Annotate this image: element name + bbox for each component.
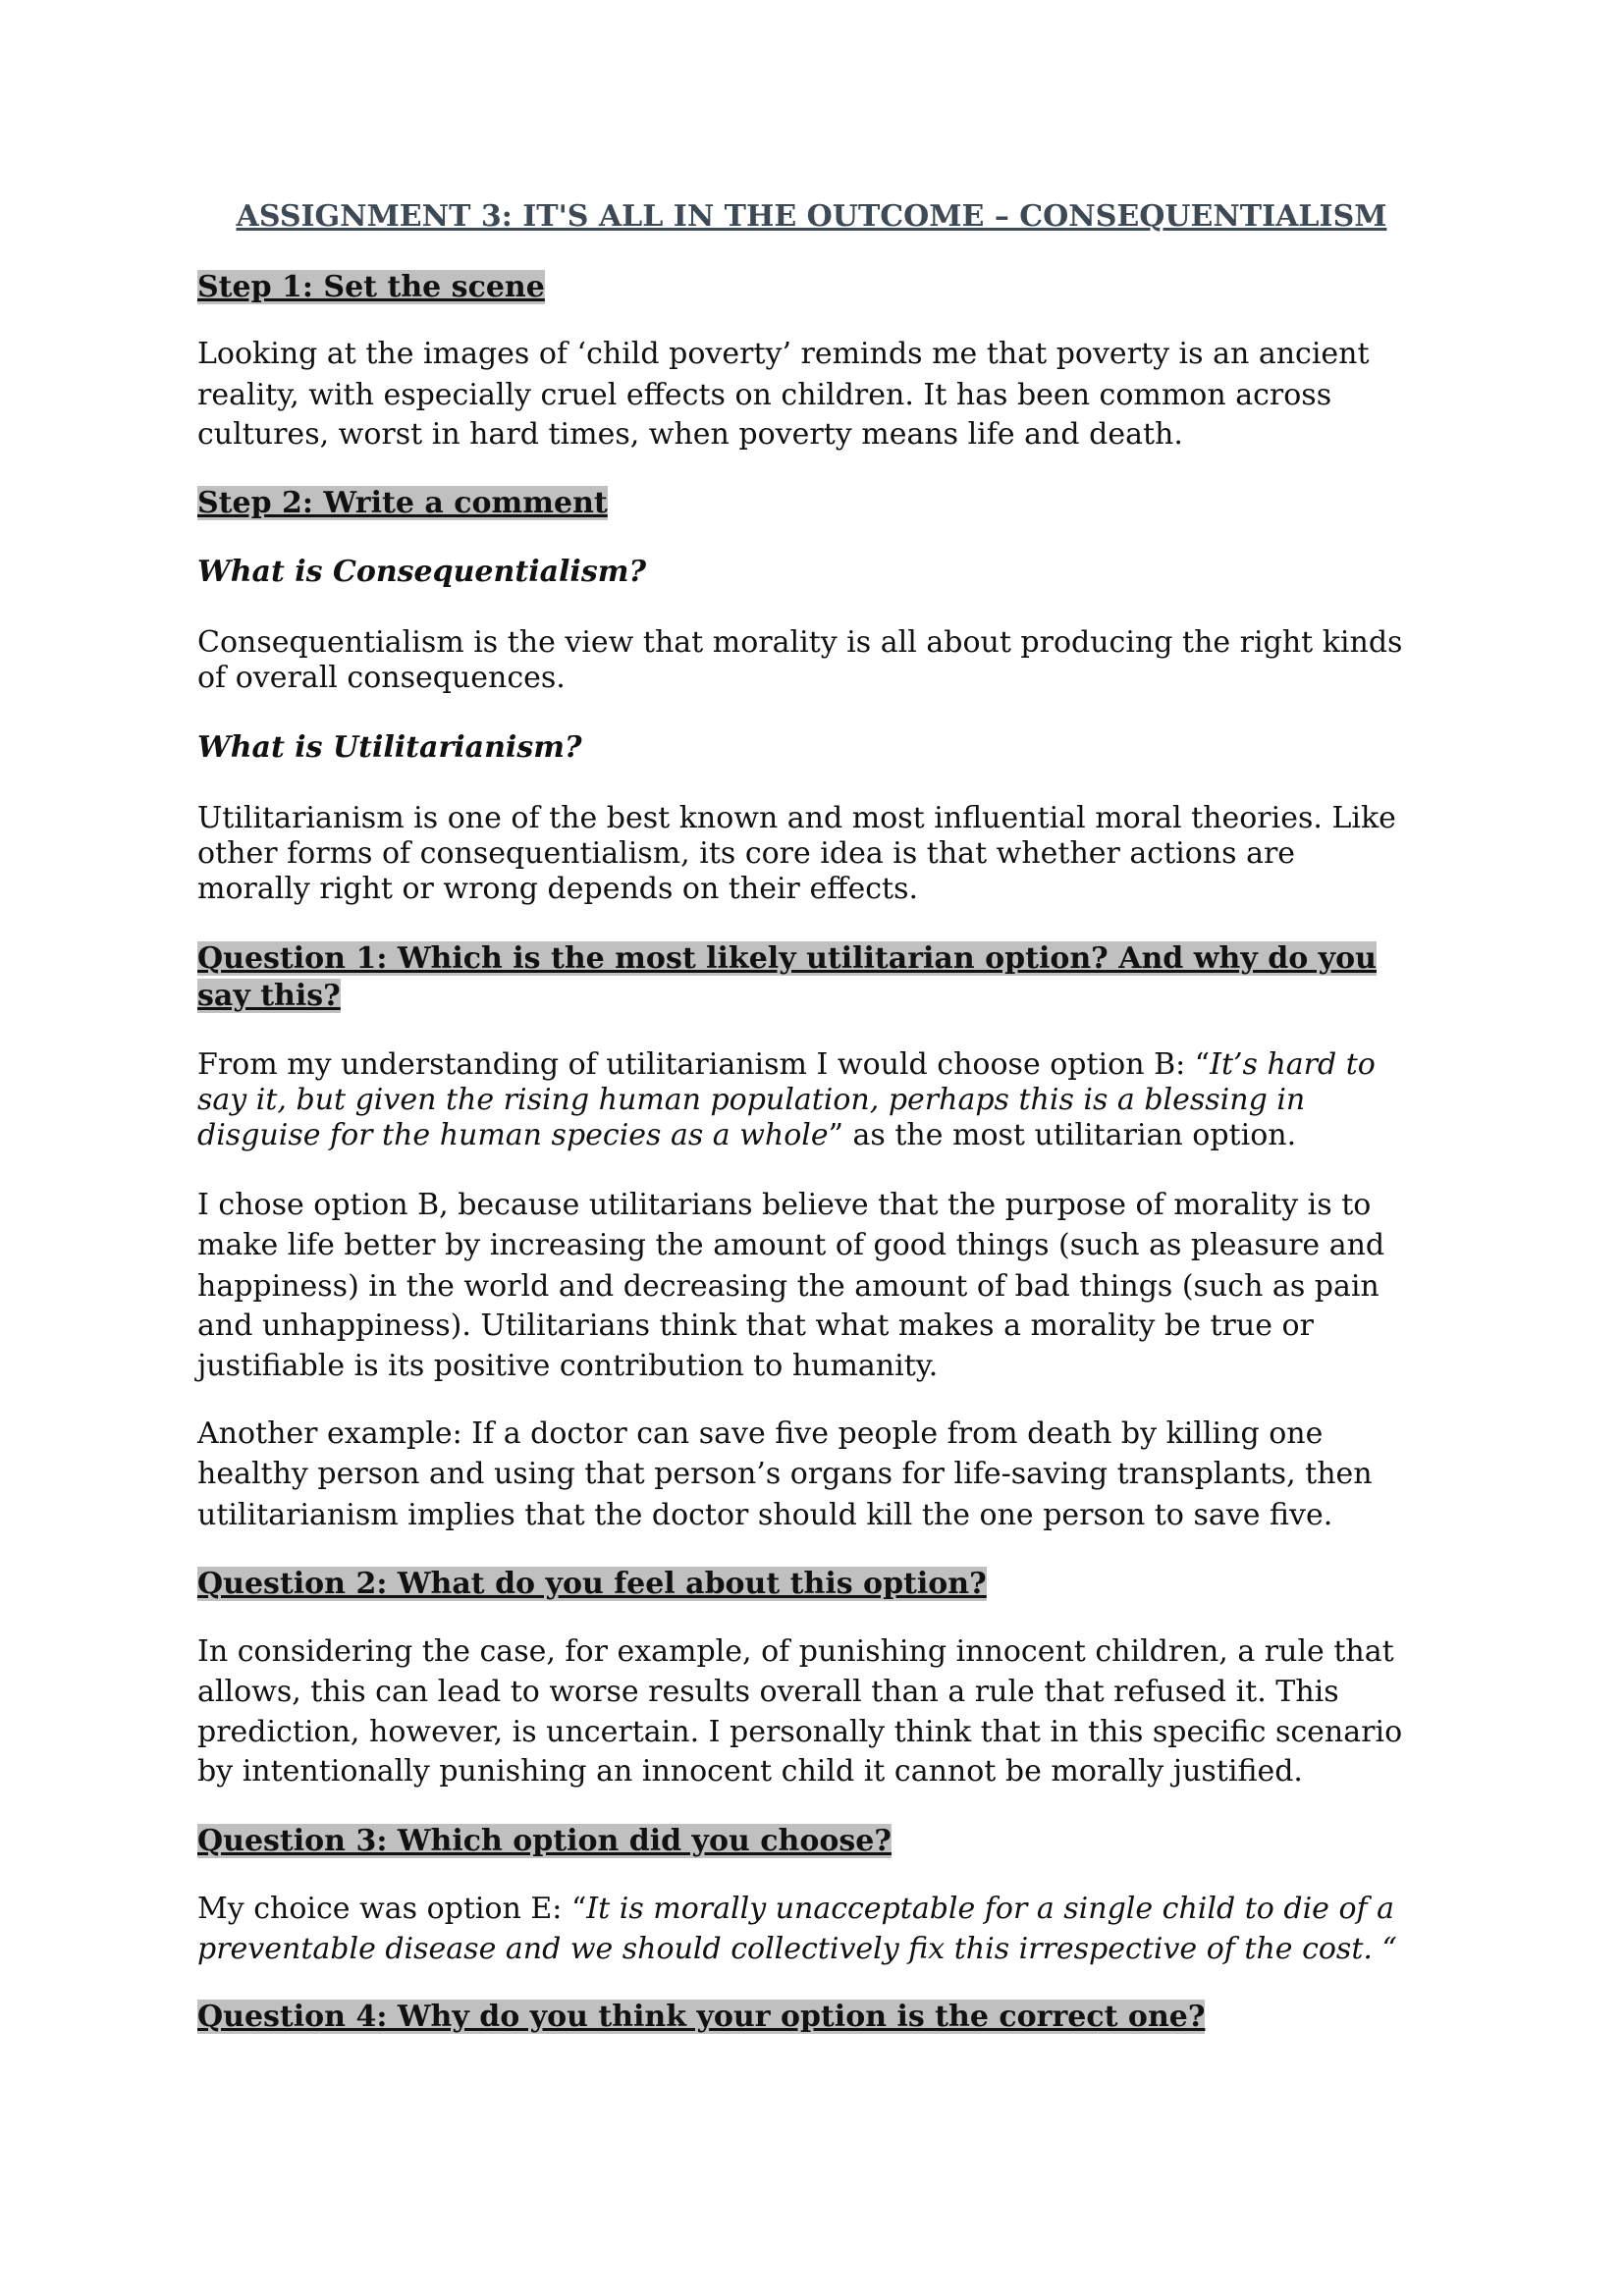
- paragraph-line: allows, this can lead to worse results overall than a rule that refused it. This: [197, 1675, 1339, 1709]
- heading-text: Question 1: Which is the most likely utilitarian option? And why do you: [197, 941, 1377, 976]
- paragraph-line: and unhappiness). Utilitarians think that what makes a morality be true or: [197, 1308, 1314, 1343]
- paragraph-line: [197, 1930, 1397, 1969]
- paragraph-line: [197, 1116, 1296, 1155]
- heading-text: Step 1: Set the scene: [197, 270, 545, 304]
- paragraph-line: In considering the case, for example, of punishing innocent children, a rule that: [197, 1634, 1394, 1669]
- paragraph-line: I chose option B, because utilitarians believe that the purpose of morality is to: [197, 1188, 1372, 1222]
- paragraph-line: happiness) in the world and decreasing the amount of bad things (such as pain: [197, 1269, 1380, 1304]
- text: ” as the most utilitarian option.: [828, 1118, 1297, 1152]
- heading-text: Question 4: Why do you think your option is the correct one?: [197, 2000, 1206, 2034]
- paragraph-line: healthy person and using that person’s organs for life-saving transplants, then: [197, 1457, 1373, 1491]
- question1-heading-cont: [197, 977, 341, 1016]
- question4-heading: [197, 1998, 1205, 2037]
- paragraph-line: prediction, however, is uncertain. I personally think that in this specific scenario: [197, 1715, 1403, 1749]
- step2-heading: [197, 484, 608, 523]
- paragraph-line: [197, 1890, 1394, 1929]
- paragraph-line: morally right or wrong depends on their effects.: [197, 872, 919, 906]
- paragraph-line: of overall consequences.: [197, 661, 566, 695]
- paragraph-line: Consequentialism is the view that morality is all about producing the right kinds: [197, 625, 1403, 660]
- quote-text: say it, but given the rising human population, perhaps this is a blessing in: [197, 1083, 1306, 1117]
- quote-text: It is morally unacceptable for a single child to die of a: [586, 1892, 1395, 1926]
- paragraph-line: reality, with especially cruel effects on children. It has been common across: [197, 378, 1332, 412]
- paragraph-line: cultures, worst in hard times, when poverty means life and death.: [197, 417, 1183, 452]
- paragraph-line: Another example: If a doctor can save five people from death by killing one: [197, 1416, 1324, 1451]
- utilitarianism-subheading: What is Utilitarianism?: [197, 730, 582, 765]
- paragraph-line: [197, 1081, 1305, 1120]
- document-title: ASSIGNMENT 3: IT'S ALL IN THE OUTCOME – CONSEQUENTIALISM: [236, 199, 1387, 234]
- paragraph-line: justifiable is its positive contribution to humanity.: [197, 1349, 939, 1383]
- quote-text: disguise for the human species as a whole: [197, 1118, 829, 1152]
- text: From my understanding of utilitarianism I would choose option B: “: [197, 1047, 1211, 1082]
- question1-heading: [197, 939, 1377, 979]
- heading-text: Step 2: Write a comment: [197, 486, 608, 520]
- heading-text: say this?: [197, 979, 341, 1013]
- paragraph-line: Looking at the images of ‘child poverty’ reminds me that poverty is an ancient: [197, 337, 1370, 371]
- paragraph-line: utilitarianism implies that the doctor should kill the one person to save five.: [197, 1498, 1333, 1532]
- heading-text: Question 2: What do you feel about this option?: [197, 1567, 987, 1601]
- consequentialism-subheading: What is Consequentialism?: [197, 555, 647, 589]
- heading-text: Question 3: Which option did you choose?: [197, 1824, 892, 1858]
- paragraph-line: Utilitarianism is one of the best known and most influential moral theories. Like: [197, 801, 1396, 835]
- paragraph-line: make life better by increasing the amount of good things (such as pleasure and: [197, 1228, 1385, 1262]
- text: My choice was option E: “: [197, 1892, 587, 1926]
- step1-heading: [197, 268, 545, 307]
- paragraph-line: [197, 1045, 1376, 1085]
- question3-heading: [197, 1822, 892, 1861]
- quote-text: preventable disease and we should collectively fix this irrespective of the cost. “: [197, 1932, 1397, 1966]
- question2-heading: [197, 1565, 987, 1604]
- paragraph-line: by intentionally punishing an innocent child it cannot be morally justified.: [197, 1754, 1303, 1789]
- paragraph-line: other forms of consequentialism, its core idea is that whether actions are: [197, 836, 1296, 871]
- quote-text: It’s hard to: [1210, 1047, 1376, 1082]
